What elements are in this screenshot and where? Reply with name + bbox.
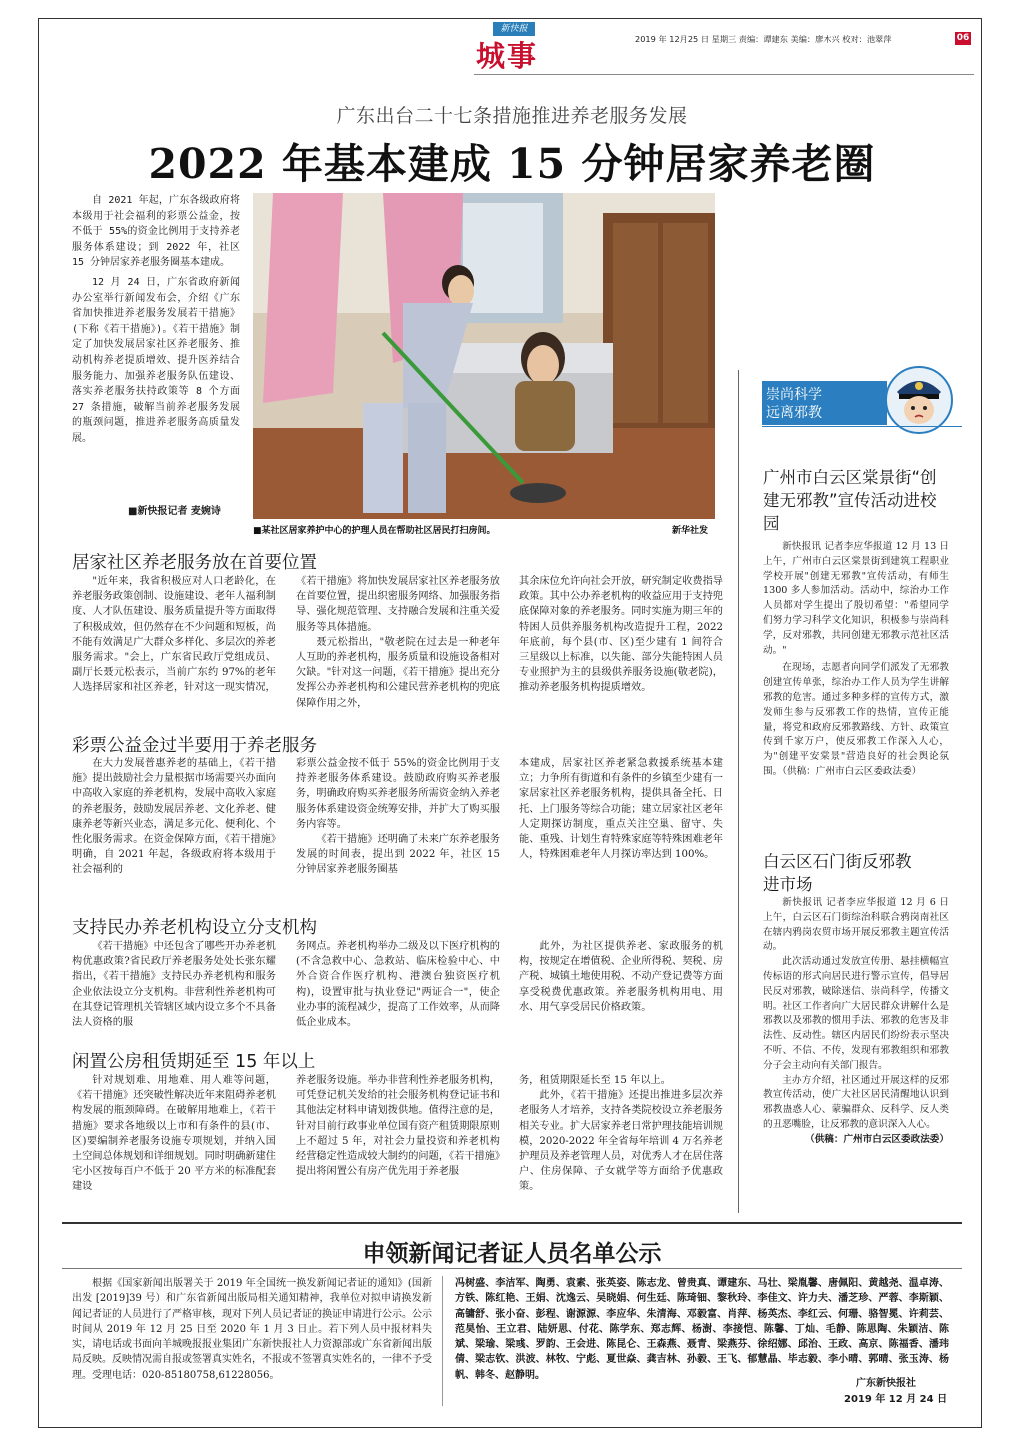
section-4-col-3 — [519, 1073, 723, 1195]
notice-org: 广东新快报社 — [856, 1378, 916, 1389]
s4-c1-p1: 针对规划难、用地难、用人难等问题，《若干措施》还突破性解决近年来阻碍养老机构发展的瓶颈障碍。在破解用地难上，《若干措施》要求各地级以上市和有条件的县(市、区)要编制养老服务设施专项规划，并纳入国土空间总体规划和详细规划。同时明确新建住宅小区按每百户不低于 20 平方米的标准配套建设 — [72, 1075, 276, 1193]
s2-c1-p1: 在大力发展普惠养老的基础上，《若干措施》提出鼓励社会力量根据市场需要兴办面向中高收入家庭的养老机构，发展中高收入家庭的养老服务，鼓励发展居养老、文化养老、健康养老等新兴业态，满足多元化、便利化、个性化服务需求。在资金保障方面，《若干措施》明确，自 2021 年起，各级政府将本级用于社会福利的 — [72, 758, 276, 876]
section-2-col-3 — [519, 756, 723, 862]
sb1-p2: 在现场，志愿者向同学们派发了无邪教创建宣传单张，综治办工作人员为学生讲解邪教的危害。通过多种多样的宣传方式，激发师生参与反邪教工作的热情，宣传正能量，将党和政府反邪教路线、方针、政策宣传到千家万户，使反邪教工作深入人心，为"创建平安棠景"营造良好的社会舆论氛围。（供稿：广州市白云区委政法委） — [763, 662, 949, 777]
header-rule — [474, 74, 974, 75]
section-2-col-1 — [72, 756, 276, 878]
banner-line-1: 崇尚科学 — [766, 387, 822, 403]
banner-line-2: 远离邪教 — [766, 405, 822, 421]
section-4-title: 闲置公房租赁期延至 15 年以上 — [72, 1052, 316, 1072]
section-1-col-3 — [519, 574, 723, 696]
notice-name-list: 冯树盛、李洁军、陶勇、袁素、张英姿、陈志龙、曾贵真、谭建东、马壮、梁胤馨、唐佩阳、黄越尧、温卓涛、方铁、陈红艳、王娟、沈逸云、吴晓娟、何生廷、陈琦钿、黎秋玲、李佳文、许力夫、潘芝珍、严蓉、李斯颖、高镛舒、张小奋、彭程、谢源源、李应华、朱清海、邓毅富、肖萍、杨英杰、李红云、何珊、骆智冕、许莉芸、范昊怡、王立君、陆妍思、付花、陈学东、郑志辉、杨澍、李接恺、陈馨、丁灿、毛静、陈思陶、朱颖洁、陈斌、梁瑜、梁彧、罗韵、王会进、陈昆仑、王森燕、聂青、梁燕芬、徐绍娜、邱治、王政、高京、陈福香、潘玮倩、梁志钦、洪波、林牧、宁彪、夏世焱、龚吉林、孙毅、王飞、郁慧晶、毕志毅、李小晴、郭晴、张玉涛、杨帆、韩冬、赵静明。 — [455, 1278, 949, 1381]
s2-c3-p1: 本建成，居家社区养老紧急救援系统基本建立；力争所有街道和有条件的乡镇至少建有一家居家社区养老服务机构，提供具备全托、日托、上门服务等综合功能；建立居家社区老年人定期探访制度，重点关注空巢、留守、失能、重残、计划生育特殊家庭等特殊困难老年人，特殊困难老年人月探访率达到 100%。 — [519, 758, 723, 861]
notice-title-rule — [62, 1268, 962, 1269]
lead-paragraph-1: 自 2021 年起，广东各级政府将本级用于社会福利的彩票公益金，按不低于 55%的资金比例用于支持养老服务体系建设；到 2022 年，社区 15 分钟居家养老服务圈基本建成。 — [72, 195, 240, 269]
photo-illustration — [253, 193, 715, 519]
section-1-col-1 — [72, 574, 276, 696]
section-2-title: 彩票公益金过半要用于养老服务 — [72, 736, 317, 756]
lead-paragraph-2: 12 月 24 日，广东省政府新闻办公室举行新闻发布会，介绍《广东省加快推进养老服务发展若干措施》(下称《若干措施》)。《若干措施》制定了加快发展居家社区养老服务、推动机构养老提质增效、提升医养结合服务能力、加强养老服务队伍建设、落实养老服务扶持政策等 8 个方面 27 条措施，破解当前养老服务发展的瓶颈问题，推进养老服务高质量发展。 — [72, 276, 240, 444]
notice-date: 2019 年 12 月 24 日 — [844, 1394, 948, 1405]
police-avatar-illustration — [885, 366, 953, 434]
section-2-col-2 — [296, 756, 500, 878]
s3-c1-p1: 《若干措施》中还包含了哪些开办养老机构优惠政策?省民政厅养老服务处处长张东耀指出，《若干措施》支持民办养老机构和服务企业依法设立分支机构。非营利性养老机构可在其登记管理机关管辖区域内设立多个不具备法人资格的服 — [72, 941, 276, 1029]
s2-c2-p2: 《若干措施》还明确了未来广东养老服务发展的时间表，提出到 2022 年，社区 15 分钟居家养老服务圈基 — [296, 834, 500, 876]
sb2-p1: 新快报讯 记者李应华报道 12 月 6 日上午，白云区石门街综治科联合鸦岗南社区在辖内鸦岗农贸市场开展反邪教主题宣传活动。 — [763, 897, 949, 953]
page-number: 06 — [956, 33, 970, 43]
s2-c2-p1: 彩票公益金按不低于 55%的资金比例用于支持养老服务体系建设。鼓励政府购买养老服务，明确政府购买养老服务所需资金纳入养老服务体系建设资金统筹安排，并扩大了购买服务内容等。 — [296, 758, 500, 830]
notice-title: 申领新闻记者证人员名单公示 — [362, 1241, 662, 1267]
kicker: 广东出台二十七条措施推进养老服务发展 — [336, 105, 688, 127]
byline: ■新快报记者 麦婉诗 — [128, 506, 221, 517]
sb2-credit: （供稿：广州市白云区委政法委） — [805, 1133, 949, 1145]
section-4-col-1 — [72, 1073, 276, 1195]
s3-c2-p1: 务网点。养老机构举办二级及以下医疗机构的(不含急救中心、急救站、临床检验中心、中外合资合作医疗机构、港澳台独资医疗机构)，设置审批与执业登记"两证合一"，使企业办事的流程减少，提高了工作效率，从而降低企业成本。 — [296, 941, 500, 1029]
section-3-col-1 — [72, 939, 276, 1030]
brand-tag-text: 新快报 — [500, 24, 528, 34]
police-avatar-icon — [885, 366, 953, 434]
sb2-p3: 主办方介绍，社区通过开展这样的反邪教宣传活动，使广大社区居民清醒地认识到邪教蛊惑人心、蒙骗群众、反科学、反人类的丑恶嘴脸，让反邪教的意识深入人心。 — [763, 1074, 949, 1130]
s4-c3-p1: 务，租赁期限延长至 15 年以上。 — [519, 1075, 671, 1086]
headline: 2022 年基本建成 15 分钟居家养老圈 — [148, 140, 876, 188]
section-1-title: 居家社区养老服务放在首要位置 — [72, 553, 317, 573]
section-1-col-2 — [296, 574, 500, 711]
s1-c2-p1: 《若干措施》将加快发展居家社区养老服务放在首要位置，提出织密服务网络、加强服务指导、强化规范管理、支持融合发展和注重关爱服务等具体措施。 — [296, 576, 500, 633]
notice-body — [72, 1276, 432, 1383]
column-divider — [738, 370, 739, 1213]
sidebar-article-1-headline: 广州市白云区棠景街“创建无邪教”宣传活动进校园 — [763, 468, 937, 533]
s1-c2-p2: 聂元松指出，"敬老院在过去是一种老年人互助的养老机构，服务质量和设施设备相对欠缺。"针对这一问题，《若干措施》提出充分发挥公办养老机构和公建民营养老机构的兜底保障作用之外， — [296, 636, 500, 709]
section-3-col-3 — [519, 939, 723, 1015]
notice-paragraph: 根据《国家新闻出版署关于 2019 年全国统一换发新闻记者证的通知》(国新出发 [2019]39 号）和广东省新闻出版局相关通知精神，我单位对拟申请换发新闻记者证的人员进行了严格审核，现对下列人员记者证的换证申请进行公示。公示时间从 2019 年 12 月 25 日至 2020 年 1 月 3 日止。若下列人员中报材料失实，请电话或书面向羊城晚报报业集团广东新快报社人力资源部或广东省新闻出版局反映。反映情况需自报或签署真实姓名，不报或不签署真实姓名的，一律不予受理。受理电话：020-85180758,61228056。 — [72, 1278, 432, 1381]
news-photo — [253, 193, 715, 519]
section-3-col-2 — [296, 939, 500, 1030]
section-3-title: 支持民办养老机构设立分支机构 — [72, 918, 317, 938]
page-meta: 2019 年 12月25 日 星期三 责编：谭建东 美编：廖木兴 校对：池翠萍 — [635, 34, 892, 44]
notice-names — [455, 1276, 949, 1383]
lead-block — [72, 193, 240, 447]
notice-top-rule — [62, 1222, 962, 1224]
banner-rule — [762, 426, 962, 427]
photo-caption: ■某社区居家养护中心的护理人员在帮助社区居民打扫房间。 — [253, 526, 496, 536]
s1-c1-p1: "近年来，我省积极应对人口老龄化，在养老服务政策创制、设施建设、老年人福利制度、人才队伍建设、服务质量提升等方面取得了积极成效，但仍然存在不少问题和短板，尚不能有效满足广大群众多样化、多层次的养老服务需求。"会上，广东省民政厅党组成员、副厅长聂元松表示，当前广东约 97%的老年人选择居家和社区养老，针对这一现实情况， — [72, 576, 276, 694]
sidebar-article-2-headline: 白云区石门街反邪教进市场 — [763, 852, 912, 894]
s4-c2-p1: 养老服务设施。举办非营利性养老服务机构，可凭登记机关发给的社会服务机构登记证书和其他法定材料申请划拨供地。值得注意的是，针对目前行政事业单位国有资产租赁期限原则上不超过 5 年，对社会力量投资和养老机构经营稳定性造成较大制约的问题，《若干措施》提出将闲置公有房产优先用于养老服 — [296, 1075, 500, 1178]
s4-c3-p2: 此外，《若干措施》还提出推进多层次养老服务人才培养，支持各类院校设立养老服务相关专业。扩大居家养老日常护理技能培训规模，2020-2022 年全省每年培训 4 万名养老护理员及养老管理人员，对优秀人才在居住落户、住房保障、子女就学等方面给予优惠政策。 — [519, 1090, 723, 1193]
s3-c3-p1: 此外，为社区提供养老、家政服务的机构，按规定在增值税、企业所得税、契税、房产税、城镇土地使用税、不动产登记费等方面享受税费优惠政策。养老服务机构用电、用水、用气享受居民价格政策。 — [519, 941, 723, 1013]
s1-c3-p1: 其余床位允许向社会开放，研究制定收费指导政策。其中公办养老机构的收益应用于支持兜底保障对象的养老服务。同时实施为期三年的特困人员供养服务机构改造提升工程，2022 年底前，每个县(市、区)至少建有 1 间符合三星级以上标准，以失能、部分失能特困人员专业照护为主的县级供养服务设施(敬老院)，推动养老服务机构提质增效。 — [519, 576, 723, 694]
sidebar-article-2-body — [763, 896, 949, 1148]
notice-divider — [442, 1276, 443, 1406]
section-4-col-2 — [296, 1073, 500, 1179]
section-title: 城事 — [476, 39, 539, 73]
sb1-p1: 新快报讯 记者李应华报道 12 月 13 日上午，广州市白云区棠景街到建筑工程职业学校开展"创建无邪教"宣传活动，有师生 1300 多人参加活动。活动中，综治办工作人员都对学生提出了殷切希望："希望同学们努力学习科学文化知识，积极参与崇尚科学，反对邪教，共同创建无邪教示范社区活动。" — [763, 541, 949, 656]
sidebar-article-1-body — [763, 540, 949, 780]
sb2-p2: 此次活动通过发放宣传册、悬挂横幅宣传标语的形式向居民进行警示宣传，倡导居民反对邪教，破除迷信、崇尚科学，传播文明。社区工作者向广大居民群众讲解什么是邪教以及邪教的惯用手法、邪教的危害及非法性、反动性。辖区内居民们纷纷表示坚决不听、不信、不传，发现有邪教组织和邪教分子会主动向有关部门报告。 — [763, 956, 949, 1071]
photo-credit: 新华社发 — [672, 526, 709, 536]
